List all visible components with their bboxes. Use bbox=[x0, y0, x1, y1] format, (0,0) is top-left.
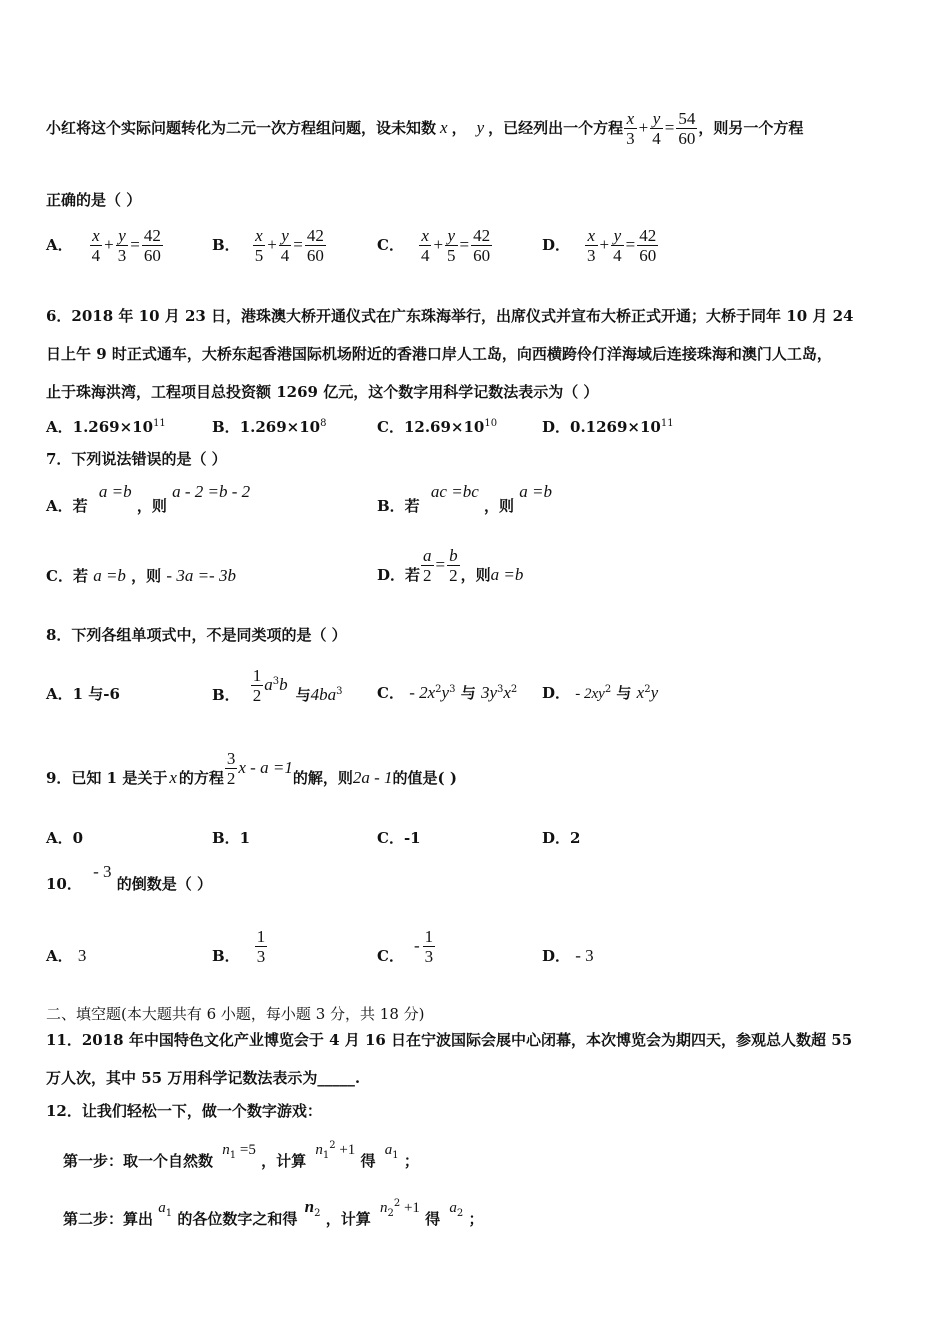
q7-option-d[interactable]: D．若 $\frac{a}{2}$ = $\frac{b}{2}$ ，则 a =b bbox=[377, 545, 524, 585]
q6-option-a[interactable]: A．$1.269\times 10^{11}$ bbox=[46, 418, 166, 436]
q11-answer-blank[interactable]: _____ bbox=[317, 1069, 355, 1087]
q5-option-a[interactable]: A． $\frac{x}{4}$ + $\frac{y}{3}$ = $\frac{42}{60}$ bbox=[46, 225, 161, 265]
q7-stem: 7．下列说法错误的是（ ） bbox=[46, 450, 227, 468]
q8-option-c[interactable]: C． - $2x^2y^3$ 与 $3y^3x^2$ bbox=[377, 683, 518, 702]
q7-option-a[interactable]: A．若 a =b ，则 a - 2 =b - 2 bbox=[46, 482, 251, 515]
q10-option-c[interactable]: C． - $\frac{1}{3}$ bbox=[377, 926, 434, 966]
q12-stem: 12．让我们轻松一下，做一个数字游戏： bbox=[46, 1102, 322, 1120]
q12-step2: 第二步：算出 $a_1$ 的各位数字之和得 $n_2$ ，计算 $n_2^2 +1$ 得 $a_2$ ； bbox=[63, 1197, 484, 1228]
q10-option-b[interactable]: B． $\frac{1}{3}$ bbox=[212, 926, 266, 966]
q8-option-a[interactable]: A．1 与-6 bbox=[46, 685, 120, 703]
q10-stem: 10． - 3 的倒数是（ ） bbox=[46, 862, 212, 893]
q5-line2: 正确的是（ ） bbox=[46, 191, 142, 209]
q9-option-d[interactable]: D．2 bbox=[542, 829, 581, 847]
q5-given-frac-1: $\frac{x}{3}$ bbox=[626, 108, 635, 148]
q8-option-d[interactable]: D． - $2xy^2$ 与 $x^2y$ bbox=[542, 683, 659, 702]
q6-option-c[interactable]: C．$12.69\times 10^{10}$ bbox=[377, 418, 498, 436]
q7-option-c[interactable]: C．若 a =b ，则 - 3a =- 3b bbox=[46, 566, 236, 585]
q5-given-frac-2: $\frac{y}{4}$ bbox=[652, 108, 661, 148]
q11-line2: 万人次，其中 55 万用科学记数法表示为_____. bbox=[46, 1069, 361, 1087]
q9-option-b[interactable]: B．1 bbox=[212, 829, 251, 847]
q11-line1: 11．2018 年中国特色文化产业博览会于 4 月 16 日在宁波国际会展中心闭幕，本次博览会为期四天，参观总人数超 55 bbox=[46, 1031, 853, 1049]
q6-line2: 日上午 9 时正式通车，大桥东起香港国际机场附近的香港口岸人工岛，向西横跨伶仃洋海域后连接珠海和澳门人工岛， bbox=[46, 345, 832, 363]
q6-line3: 止于珠海洪湾，工程项目总投资额 1269 亿元，这个数字用科学记数法表示为（ ） bbox=[46, 383, 599, 401]
q9-option-c[interactable]: C．-1 bbox=[377, 829, 421, 847]
q9-stem: 9．已知 1 是关于 x 的方程 $\frac{3}{2}$ x - a =1 的解，则 2a - 1 的值是( ) bbox=[46, 748, 457, 788]
q5-line1: 小红将这个实际问题转化为二元一次方程组问题，设未知数 x ， y ，已经列出一个方程 $\frac{x}{3}$ + $\frac{y}{4}$ = $\frac{54}{60}$ ，则另一个方程 bbox=[46, 108, 804, 148]
q5-option-d[interactable]: D． $\frac{x}{3}$ + $\frac{y}{4}$ = $\frac{42}{60}$ bbox=[542, 225, 657, 265]
section-2-title: 二、填空题(本大题共有 6 小题，每小题 3 分，共 18 分) bbox=[46, 1005, 425, 1023]
q6-line1: 6．2018 年 10 月 23 日，港珠澳大桥开通仪式在广东珠海举行，出席仪式并宣布大桥正式开通；大桥于同年 10 月 24 bbox=[46, 307, 854, 325]
q5-given-frac-3: $\frac{54}{60}$ bbox=[678, 108, 696, 148]
q7-option-b[interactable]: B．若 ac =bc ，则 a =b bbox=[377, 482, 552, 515]
q5-option-b[interactable]: B． $\frac{x}{5}$ + $\frac{y}{4}$ = $\frac{42}{60}$ bbox=[212, 225, 324, 265]
q5-option-c[interactable]: C． $\frac{x}{4}$ + $\frac{y}{5}$ = $\frac{42}{60}$ bbox=[377, 225, 491, 265]
q8-option-b[interactable]: B． $\frac{1}{2}$ a $^3$ b 与 4ba $^3$ bbox=[212, 665, 343, 705]
q8-stem: 8．下列各组单项式中，不是同类项的是（ ） bbox=[46, 626, 347, 644]
q6-option-d[interactable]: D．$0.1269\times 10^{11}$ bbox=[542, 418, 674, 436]
q10-option-d[interactable]: D． - 3 bbox=[542, 946, 594, 965]
q10-option-a[interactable]: A． 3 bbox=[46, 946, 87, 965]
q9-option-a[interactable]: A．0 bbox=[46, 829, 84, 847]
q6-option-b[interactable]: B．$1.269\times 10^8$ bbox=[212, 418, 327, 436]
q12-step1: 第一步：取一个自然数 $n_1 =5$ ，计算 $n_1^2 +1$ 得 $a_1$ ； bbox=[63, 1140, 419, 1170]
